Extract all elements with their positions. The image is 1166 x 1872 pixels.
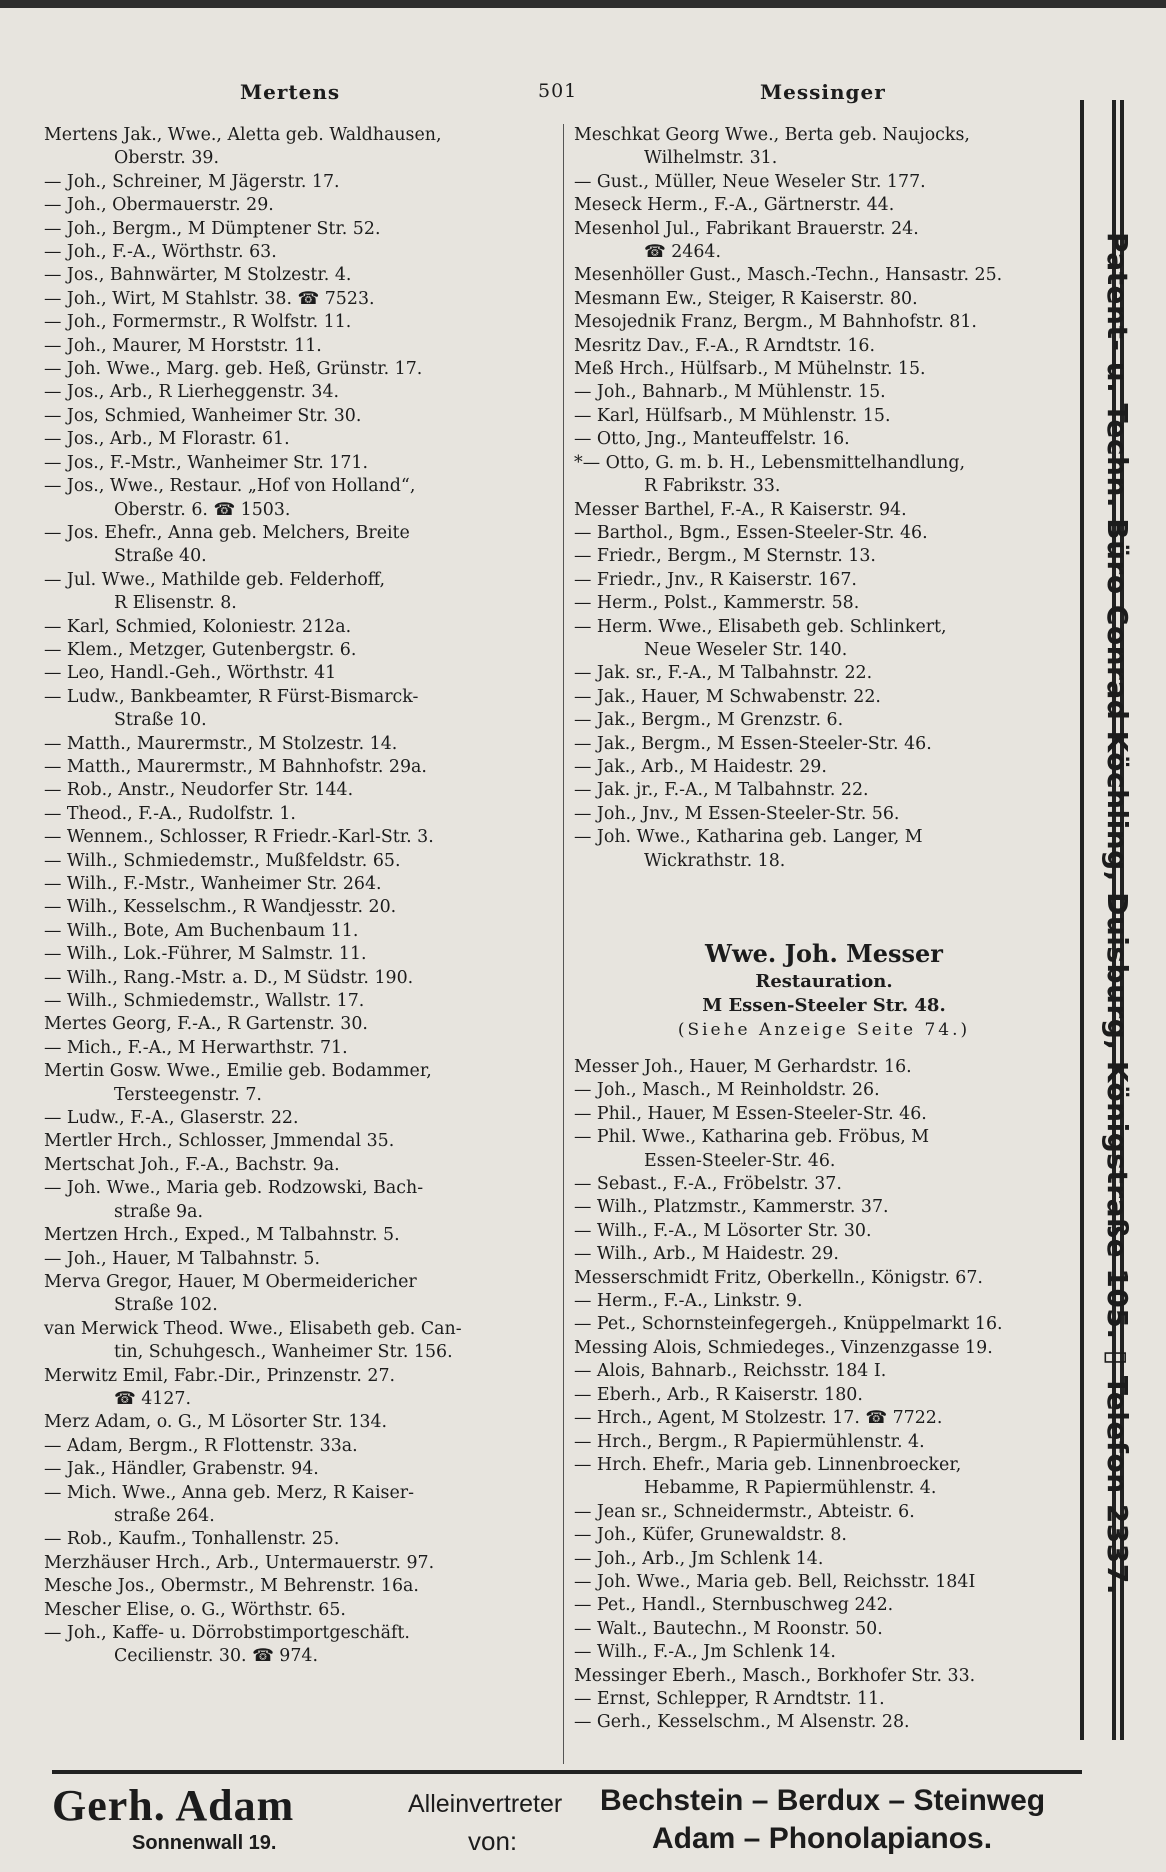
directory-entry: Messerschmidt Fritz, Oberkelln., Königstr. 67. (574, 1267, 983, 1288)
directory-entry: Messinger Eberh., Masch., Borkhofer Str. 33. (574, 1665, 976, 1686)
directory-entry: — Hrch. Ehefr., Maria geb. Linnenbroecker, (574, 1454, 962, 1475)
directory-entry: — Adam, Bergm., R Flottenstr. 33a. (44, 1435, 358, 1456)
footer-role: Alleinvertreter (408, 1790, 563, 1818)
directory-entry: — Wilh., Kesselschm., R Wandjesstr. 20. (44, 897, 397, 918)
side-ad-rule-left (1080, 100, 1084, 1740)
directory-entry: — Ludw., F.-A., Glaserstr. 22. (44, 1108, 299, 1129)
directory-entry: — Ludw., Bankbeamter, R Fürst-Bismarck- (44, 686, 419, 707)
directory-entry: — Gust., Müller, Neue Weseler Str. 177. (574, 171, 926, 192)
directory-entry: straße 9a. (114, 1201, 203, 1222)
directory-entry: — Hrch., Bergm., R Papiermühlenstr. 4. (574, 1431, 925, 1452)
side-advert (1092, 232, 1132, 1712)
directory-entry: — Jak., Hauer, M Schwabenstr. 22. (574, 686, 881, 707)
directory-entry: — Joh., Hauer, M Talbahnstr. 5. (44, 1248, 321, 1269)
directory-entry: — Jak. jr., F.-A., M Talbahnstr. 22. (574, 780, 869, 801)
directory-entry: — Jak. sr., F.-A., M Talbahnstr. 22. (574, 663, 873, 684)
directory-entry: — Jos, Schmied, Wanheimer Str. 30. (44, 405, 362, 426)
directory-entry: Wickrathstr. 18. (644, 850, 786, 871)
directory-entry: Straße 40. (114, 546, 207, 567)
directory-entry: Messing Alois, Schmiedeges., Vinzenzgasse 19. (574, 1337, 993, 1358)
directory-entry: — Jean sr., Schneidermstr., Abteistr. 6. (574, 1501, 915, 1522)
directory-entry: Oberstr. 6. ☎ 1503. (114, 499, 291, 520)
directory-entry: — Karl, Schmied, Koloniestr. 212a. (44, 616, 352, 637)
directory-entry: — Herm., Polst., Kammerstr. 58. (574, 593, 860, 614)
directory-entry: — Rob., Kaufm., Tonhallenstr. 25. (44, 1529, 340, 1550)
directory-entry: — Joh. Wwe., Marg. geb. Heß, Grünstr. 17. (44, 359, 423, 380)
directory-entry: — Jos., Wwe., Restaur. „Hof von Holland“, (44, 476, 416, 497)
directory-entry: Mertes Georg, F.-A., R Gartenstr. 30. (44, 1014, 368, 1035)
directory-entry: ☎ 2464. (644, 242, 721, 263)
directory-entry: — Pet., Handl., Sternbuschweg 242. (574, 1595, 894, 1616)
directory-entry: Meß Hrch., Hülfsarb., M Mühelnstr. 15. (574, 359, 926, 380)
directory-entry: Messer Barthel, F.-A., R Kaiserstr. 94. (574, 499, 907, 520)
directory-entry: — Jul. Wwe., Mathilde geb. Felderhoff, (44, 569, 386, 590)
right-column-top (574, 124, 1074, 873)
directory-entry: — Jos., Arb., M Florastr. 61. (44, 429, 290, 450)
directory-entry: — Hrch., Agent, M Stolzestr. 17. ☎ 7722. (574, 1408, 943, 1429)
directory-entry: — Mich. Wwe., Anna geb. Merz, R Kaiser- (44, 1482, 414, 1503)
directory-entry: Tersteegenstr. 7. (114, 1084, 262, 1105)
directory-entry: — Wilh., Platzmstr., Kammerstr. 37. (574, 1197, 889, 1218)
header-left-keyword: Mertens (240, 80, 341, 104)
directory-entry: Merwitz Emil, Fabr.-Dir., Prinzenstr. 27. (44, 1365, 396, 1386)
directory-entry: tin, Schuhgesch., Wanheimer Str. 156. (114, 1342, 453, 1363)
directory-entry: Mescher Elise, o. G., Wörthstr. 65. (44, 1599, 346, 1620)
directory-entry: Hebamme, R Papiermühlenstr. 4. (644, 1478, 937, 1499)
directory-entry: — Eberh., Arb., R Kaiserstr. 180. (574, 1384, 863, 1405)
footer-name: Gerh. Adam (52, 1781, 295, 1830)
directory-entry: *— Otto, G. m. b. H., Lebensmittelhandlung, (574, 452, 965, 473)
directory-entry: — Joh., Formermstr., R Wolfstr. 11. (44, 312, 352, 333)
directory-entry: — Herm. Wwe., Elisabeth geb. Schlinkert, (574, 616, 947, 637)
directory-entry: — Jak., Händler, Grabenstr. 94. (44, 1459, 319, 1480)
directory-entry: — Phil. Wwe., Katharina geb. Fröbus, M (574, 1127, 930, 1148)
directory-entry: Cecilienstr. 30. ☎ 974. (114, 1646, 318, 1667)
directory-entry: — Matth., Maurermstr., M Bahnhofstr. 29a. (44, 756, 427, 777)
directory-entry: ☎ 4127. (114, 1388, 191, 1409)
directory-entry: — Joh., Masch., M Reinholdstr. 26. (574, 1080, 880, 1101)
directory-entry: — Wilh., Lok.-Führer, M Salmstr. 11. (44, 944, 367, 965)
directory-entry: Straße 102. (114, 1295, 218, 1316)
directory-entry: — Gerh., Kesselschm., M Alsenstr. 28. (574, 1712, 910, 1733)
directory-entry: — Wilh., Schmiedemstr., Mußfeldstr. 65. (44, 850, 401, 871)
directory-entry: Mesritz Dav., F.-A., R Arndtstr. 16. (574, 335, 875, 356)
directory-entry: — Joh., Wirt, M Stahlstr. 38. ☎ 7523. (44, 288, 375, 309)
directory-entry: — Herm., F.-A., Linkstr. 9. (574, 1291, 803, 1312)
directory-entry: Mesojednik Franz, Bergm., M Bahnhofstr. 81. (574, 312, 977, 333)
directory-entry: — Joh. Wwe., Katharina geb. Langer, M (574, 827, 923, 848)
directory-entry: Messer Joh., Hauer, M Gerhardstr. 16. (574, 1057, 912, 1077)
directory-entry: — Joh., Bergm., M Dümptener Str. 52. (44, 218, 381, 239)
directory-entry: — Joh. Wwe., Maria geb. Rodzowski, Bach- (44, 1178, 424, 1199)
directory-entry: — Ernst, Schlepper, R Arndtstr. 11. (574, 1688, 885, 1709)
directory-entry: — Wilh., Schmiedemstr., Wallstr. 17. (44, 991, 365, 1012)
directory-entry: Meschkat Georg Wwe., Berta geb. Naujocks, (574, 125, 970, 145)
directory-entry: Mesenhöller Gust., Masch.-Techn., Hansastr. 25. (574, 265, 1003, 286)
footer-address: Sonnenwall 19. (132, 1832, 277, 1854)
directory-entry: — Alois, Bahnarb., Reichsstr. 184 I. (574, 1361, 887, 1382)
page-top-edge (0, 0, 1166, 8)
header-right-keyword: Messinger (760, 80, 886, 104)
column-divider (563, 124, 564, 1764)
left-column (44, 124, 564, 1669)
directory-entry: — Jos., Arb., R Lierheggenstr. 34. (44, 382, 340, 403)
advert-title: Wwe. Joh. Messer (705, 939, 943, 968)
directory-entry: — Karl, Hülfsarb., M Mühlenstr. 15. (574, 405, 891, 426)
directory-entry: — Friedr., Bergm., M Sternstr. 13. (574, 546, 876, 567)
directory-entry: Merzhäuser Hrch., Arb., Untermauerstr. 97. (44, 1552, 435, 1573)
directory-entry: Wilhelmstr. 31. (644, 148, 778, 169)
directory-entry: Mertin Gosw. Wwe., Emilie geb. Bodammer, (44, 1061, 432, 1082)
directory-entry: Mertler Hrch., Schlosser, Jmmendal 35. (44, 1131, 395, 1152)
directory-entry: R Fabrikstr. 33. (644, 476, 781, 497)
directory-entry: — Joh., Obermauerstr. 29. (44, 195, 274, 216)
directory-entry: — Friedr., Jnv., R Kaiserstr. 167. (574, 569, 857, 590)
directory-entry: — Walt., Bautechn., M Roonstr. 50. (574, 1618, 883, 1639)
directory-entry: Essen-Steeler-Str. 46. (644, 1150, 836, 1171)
directory-entry: straße 264. (114, 1505, 215, 1526)
directory-entry: Mertzen Hrch., Exped., M Talbahnstr. 5. (44, 1225, 400, 1246)
directory-entry: — Wennem., Schlosser, R Friedr.-Karl-Str. 3. (44, 827, 434, 848)
directory-entry: — Jos., F.-Mstr., Wanheimer Str. 171. (44, 452, 369, 473)
directory-entry: van Merwick Theod. Wwe., Elisabeth geb. Can- (44, 1318, 462, 1339)
directory-entry: Mesche Jos., Obermstr., M Behrenstr. 16a. (44, 1576, 419, 1597)
directory-entry: — Matth., Maurermstr., M Stolzestr. 14. (44, 733, 398, 754)
directory-entry: — Sebast., F.-A., Fröbelstr. 37. (574, 1174, 842, 1195)
directory-entry: — Joh., F.-A., Wörthstr. 63. (44, 242, 277, 263)
directory-entry: — Joh. Wwe., Maria geb. Bell, Reichsstr. 184I (574, 1571, 976, 1592)
directory-entry: — Jos. Ehefr., Anna geb. Melchers, Breite (44, 522, 410, 543)
footer-brands-line1: Bechstein – Berdux – Steinweg (600, 1784, 1046, 1817)
directory-entry: Straße 10. (114, 710, 207, 731)
directory-entry: — Phil., Hauer, M Essen-Steeler-Str. 46. (574, 1103, 927, 1124)
directory-entry: — Leo, Handl.-Geh., Wörthstr. 41 (44, 663, 337, 684)
directory-entry: — Jak., Arb., M Haidestr. 29. (574, 756, 827, 777)
footer-from: von: (468, 1826, 518, 1856)
footer-advert (52, 1774, 1082, 1864)
directory-entry: — Wilh., F.-Mstr., Wanheimer Str. 264. (44, 874, 382, 894)
directory-entry: — Jak., Bergm., M Essen-Steeler-Str. 46. (574, 733, 932, 754)
directory-entry: Mesenhol Jul., Fabrikant Brauerstr. 24. (574, 218, 919, 239)
footer-brands-line2: Adam – Phonolapianos. (652, 1822, 993, 1855)
directory-entry: — Theod., F.-A., Rudolfstr. 1. (44, 803, 296, 824)
directory-entry: Mesmann Ew., Steiger, R Kaiserstr. 80. (574, 288, 918, 309)
advert-subtitle: Restauration. (755, 971, 893, 992)
directory-entry: Mertens Jak., Wwe., Aletta geb. Waldhausen, (44, 125, 442, 145)
directory-entry: — Wilh., F.-A., M Lösorter Str. 30. (574, 1220, 872, 1241)
directory-entry: Meseck Herm., F.-A., Gärtnerstr. 44. (574, 195, 895, 216)
directory-entry: Mertschat Joh., F.-A., Bachstr. 9a. (44, 1154, 340, 1175)
directory-entry: — Joh., Maurer, M Horststr. 11. (44, 335, 322, 356)
directory-entry: — Pet., Schornsteinfegergeh., Knüppelmarkt 16. (574, 1314, 1003, 1335)
directory-entry: — Joh., Schreiner, M Jägerstr. 17. (44, 171, 340, 192)
directory-entry: — Joh., Bahnarb., M Mühlenstr. 15. (574, 382, 886, 403)
directory-entry: — Rob., Anstr., Neudorfer Str. 144. (44, 780, 354, 801)
directory-entry: Merz Adam, o. G., M Lösorter Str. 134. (44, 1412, 388, 1433)
directory-entry: R Elisenstr. 8. (114, 593, 237, 614)
side-advert-text: Patent- u. Techn. Büro Conrad Köchling, Duisburg, Königstraße 105. ▯ Telefon 2337. (1101, 232, 1134, 1595)
directory-entry: Merva Gregor, Hauer, M Obermeidericher (44, 1271, 417, 1292)
directory-entry: — Joh., Arb., Jm Schlenk 14. (574, 1548, 824, 1569)
directory-entry: — Otto, Jng., Manteuffelstr. 16. (574, 429, 850, 450)
directory-entry: — Barthol., Bgm., Essen-Steeler-Str. 46. (574, 522, 928, 543)
directory-entry: — Jos., Bahnwärter, M Stolzestr. 4. (44, 265, 352, 286)
directory-entry: — Joh., Jnv., M Essen-Steeler-Str. 56. (574, 803, 900, 824)
directory-entry: — Wilh., F.-A., Jm Schlenk 14. (574, 1642, 836, 1663)
directory-entry: — Wilh., Arb., M Haidestr. 29. (574, 1244, 839, 1265)
advert-address: M Essen-Steeler Str. 48. (702, 995, 946, 1016)
directory-entry: — Wilh., Rang.-Mstr. a. D., M Südstr. 190. (44, 967, 414, 988)
directory-entry: Oberstr. 39. (114, 148, 220, 169)
directory-entry: — Jak., Bergm., M Grenzstr. 6. (574, 710, 844, 731)
advert-block (574, 938, 1074, 1042)
right-column-bottom (574, 1056, 1074, 1735)
directory-entry: Neue Weseler Str. 140. (644, 639, 848, 660)
advert-reference: (Siehe Anzeige Seite 74.) (677, 1020, 971, 1040)
directory-entry: — Wilh., Bote, Am Buchenbaum 11. (44, 920, 359, 941)
directory-entry: — Klem., Metzger, Gutenbergstr. 6. (44, 639, 357, 660)
directory-entry: — Joh., Kaffe- u. Dörrobstimportgeschäft. (44, 1623, 410, 1643)
page-number: 501 (538, 80, 578, 102)
directory-entry: — Joh., Küfer, Grunewaldstr. 8. (574, 1525, 847, 1546)
directory-entry: — Mich., F.-A., M Herwarthstr. 71. (44, 1037, 348, 1058)
